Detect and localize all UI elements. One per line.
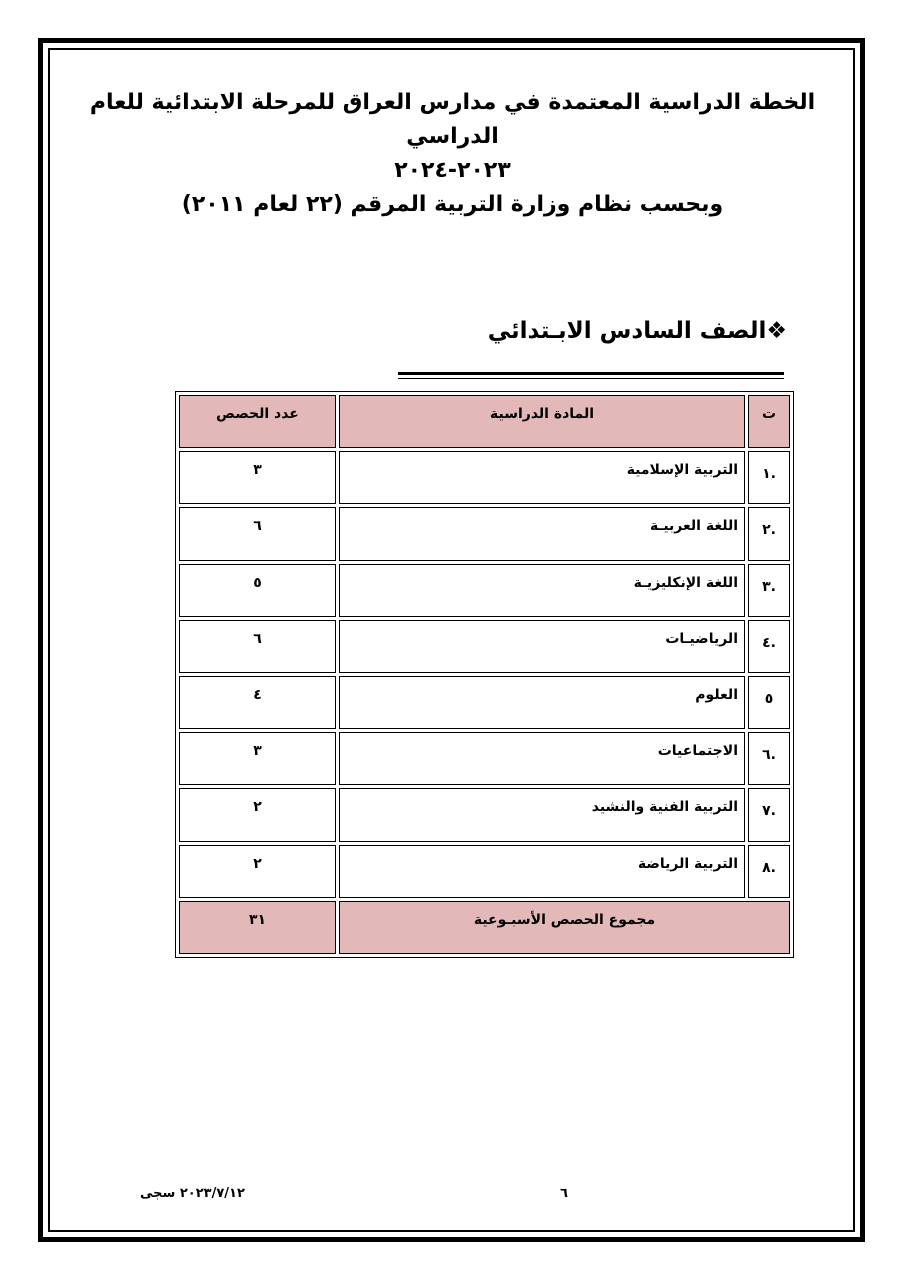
header-subject: المادة الدراسية <box>339 395 745 448</box>
title-line-2: ٢٠٢٣-٢٠٢٤ <box>394 158 511 183</box>
total-label: مجموع الحصص الأسبـوعية <box>339 901 790 954</box>
header-count: عدد الحصص <box>179 395 336 448</box>
row-count: ٤ <box>179 676 336 729</box>
table-row <box>179 620 790 673</box>
row-count: ٣ <box>179 732 336 785</box>
row-count: ٢ <box>179 845 336 898</box>
diamond-bullet-icon: ❖ <box>766 318 787 344</box>
grade-heading <box>488 318 787 344</box>
row-number: .٣ <box>748 564 790 617</box>
row-count: ٢ <box>179 788 336 841</box>
grade-title: الصف السادس الابـتدائي <box>487 318 767 344</box>
row-subject: التربية الفنية والنشيد <box>339 788 745 841</box>
grade-underline-thick <box>398 372 784 375</box>
row-subject: الاجتماعيات <box>339 732 745 785</box>
table-row <box>179 845 790 898</box>
table-row <box>179 451 790 504</box>
row-subject: التربية الإسلامية <box>339 451 745 504</box>
grade-underline-thin <box>398 378 784 379</box>
table-header-row <box>179 395 790 448</box>
row-subject: العلوم <box>339 676 745 729</box>
row-number: .١ <box>748 451 790 504</box>
table-row <box>179 507 790 560</box>
row-number: .٧ <box>748 788 790 841</box>
table-total-row <box>179 901 790 954</box>
footer-date-author: ٢٠٢٣/٧/١٢ سجى <box>140 1186 245 1201</box>
row-count: ٥ <box>179 564 336 617</box>
row-number: .٦ <box>748 732 790 785</box>
row-number: ٥ <box>748 676 790 729</box>
row-count: ٦ <box>179 507 336 560</box>
table-row <box>179 788 790 841</box>
row-subject: اللغة الإنكليزيـة <box>339 564 745 617</box>
row-subject: اللغة العربيـة <box>339 507 745 560</box>
title-line-3: وبحسب نظام وزارة التربية المرقم (٢٢ لعام ٢٠١١) <box>181 192 724 217</box>
study-plan-table <box>175 391 794 958</box>
title-line-1: الخطة الدراسية المعتمدة في مدارس العراق للمرحلة الابتدائية للعام الدراسي <box>89 90 816 149</box>
row-count: ٣ <box>179 451 336 504</box>
row-number: .٢ <box>748 507 790 560</box>
table-row <box>179 564 790 617</box>
table-row <box>179 732 790 785</box>
row-count: ٦ <box>179 620 336 673</box>
total-count: ٣١ <box>179 901 336 954</box>
row-number: .٤ <box>748 620 790 673</box>
row-number: .٨ <box>748 845 790 898</box>
row-subject: الرياضيـات <box>339 620 745 673</box>
page-number: ٦ <box>560 1186 568 1201</box>
header-number: ت <box>748 395 790 448</box>
document-title <box>60 86 845 222</box>
table-row <box>179 676 790 729</box>
row-subject: التربية الرياضة <box>339 845 745 898</box>
